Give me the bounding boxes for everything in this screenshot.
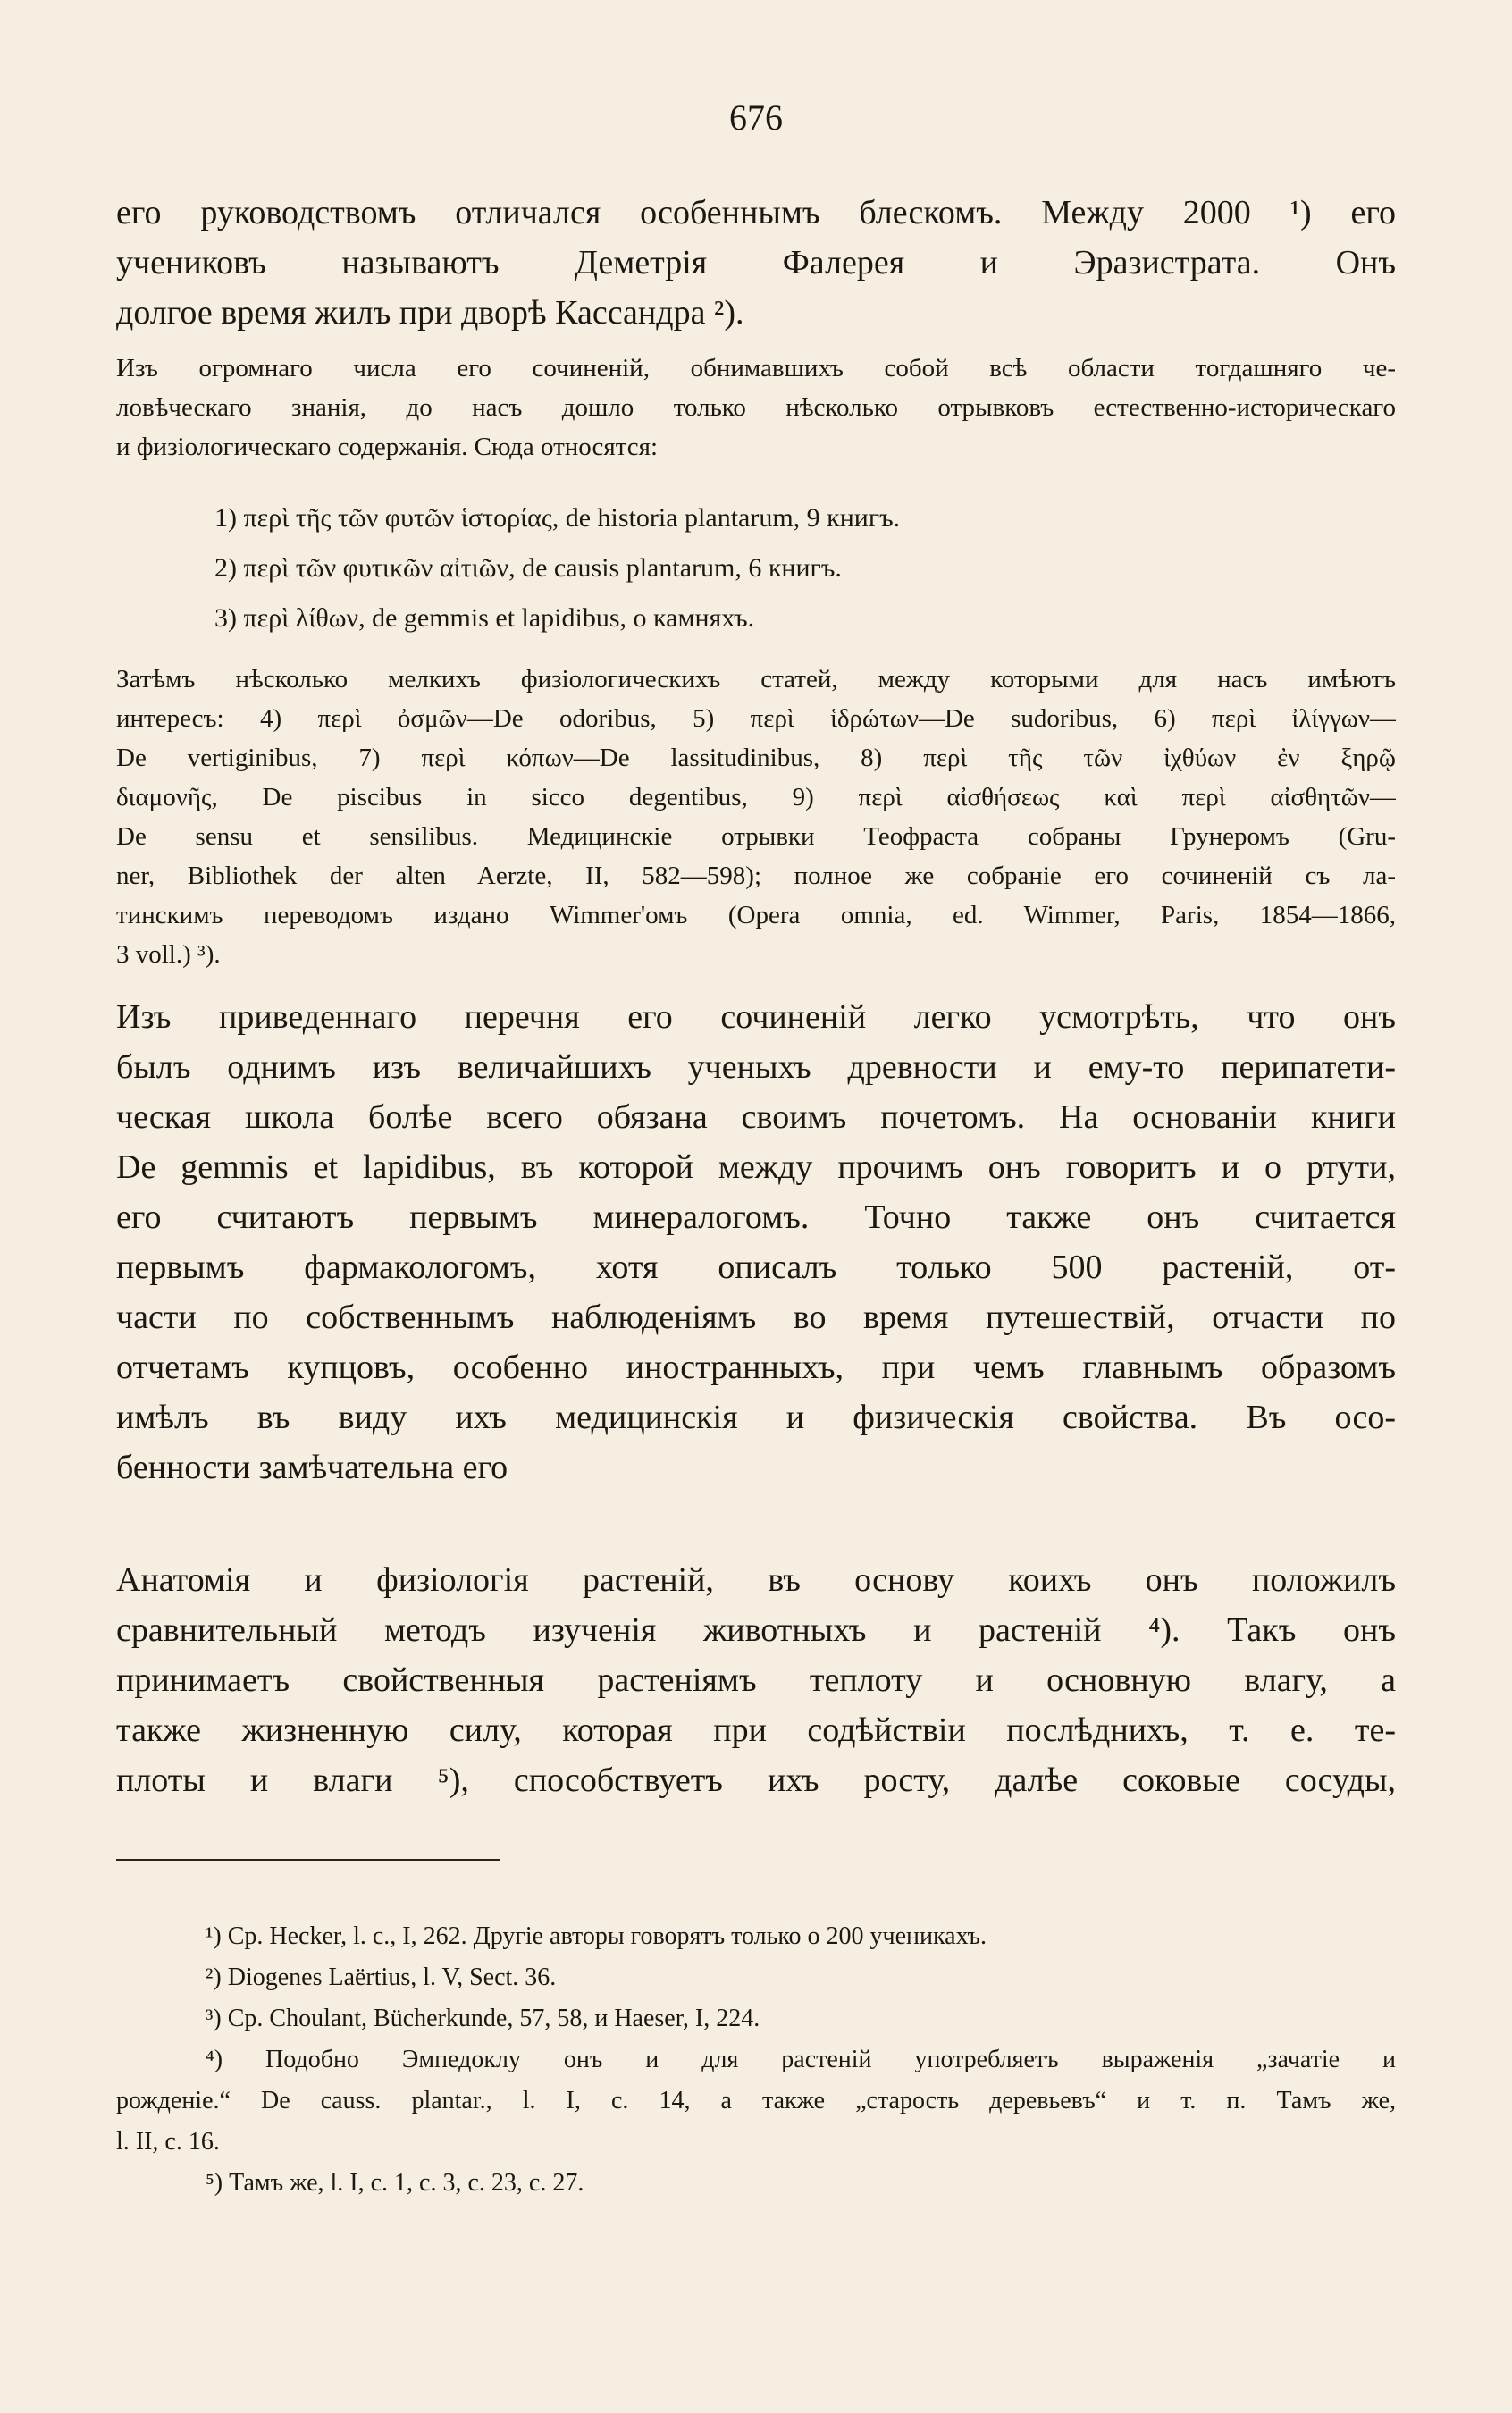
page-number: 676	[729, 97, 783, 138]
text-line: ческая школа болѣе всего обязана своимъ почетомъ. На основаніи книги	[116, 1098, 1396, 1136]
footnote: ⁴) Подобно Эмпедоклу онъ и для растеній употребляетъ выраженія „зачатіе и	[206, 2046, 1396, 2073]
paragraph-1	[116, 188, 1396, 338]
text-line: Затѣмъ нѣсколько мелкихъ физіологическихъ статей, между которыми для насъ имѣютъ	[116, 665, 1396, 694]
text-line: части по собственнымъ наблюденіямъ во время путешествій, отчасти по	[116, 1299, 1396, 1336]
text-line: сравнительный методъ изученія животныхъ и растеній ⁴). Такъ онъ	[116, 1611, 1396, 1649]
text-line: бенности замѣчательна его	[116, 1449, 508, 1486]
works-intro	[116, 349, 1396, 467]
text-line: учениковъ называютъ Деметрія Фалерея и Эразистрата. Онъ	[116, 244, 1396, 282]
work-item: 2) περὶ τῶν φυτικῶν αἰτιῶν, de causis plantarum, 6 книгъ.	[214, 553, 842, 583]
text-line: интересъ: 4) περὶ ὀσμῶν—De odoribus, 5) περὶ ἱδρώτων—De sudoribus, 6) περὶ ἰλίγγων—	[116, 704, 1396, 733]
works-additional	[116, 660, 1396, 974]
work-item: 1) περὶ τῆς τῶν φυτῶν ἱστορίας, de historia plantarum, 9 книгъ.	[214, 503, 901, 533]
works-list	[116, 493, 1396, 643]
text-line: 3 voll.) ³).	[116, 940, 221, 969]
footnotes	[116, 1916, 1396, 2204]
text-line: De gemmis et lapidibus, въ которой между прочимъ онъ говоритъ и о ртути,	[116, 1148, 1396, 1186]
text-line: былъ однимъ изъ величайшихъ ученыхъ древности и ему-то перипатети-	[116, 1048, 1396, 1086]
footnote-rule	[116, 1859, 500, 1861]
footnote: ¹) Ср. Hecker, l. c., I, 262. Другіе авторы говорятъ только о 200 ученикахъ.	[206, 1922, 987, 1950]
work-item: 3) περὶ λίθων, de gemmis et lapidibus, о камняхъ.	[214, 603, 755, 633]
text-line: De sensu et sensilibus. Медицинскіе отрывки Теофраста собраны Грунеромъ (Gru-	[116, 822, 1396, 851]
text-line: тинскимъ переводомъ издано Wimmer'омъ (Opera omnia, ed. Wimmer, Paris, 1854—1866,	[116, 901, 1396, 929]
text-line: имѣлъ въ виду ихъ медицинскія и физическія свойства. Въ осо-	[116, 1399, 1396, 1436]
text-line: Изъ приведеннаго перечня его сочиненій легко усмотрѣть, что онъ	[116, 998, 1396, 1036]
text-line: его считаютъ первымъ минералогомъ. Точно также онъ считается	[116, 1198, 1396, 1236]
paragraph-3	[116, 1555, 1396, 1805]
footnote-continuation: l. II, c. 16.	[116, 2128, 220, 2156]
footnote: ²) Diogenes Laërtius, l. V, Sect. 36.	[206, 1963, 557, 1991]
text-line: ner, Bibliothek der alten Aerzte, II, 582—598); полное же собраніе его сочиненій съ ла-	[116, 862, 1396, 890]
text-line: первымъ фармакологомъ, хотя описалъ только 500 растеній, от-	[116, 1249, 1396, 1286]
text-line: De vertiginibus, 7) περὶ κόπων—De lassitudinibus, 8) περὶ τῆς τῶν ἰχθύων ἐν ξηρῷ	[116, 744, 1396, 772]
text-line: Анатомія и физіологія растеній, въ основу коихъ онъ положилъ	[116, 1561, 1396, 1599]
text-line: его руководствомъ отличался особеннымъ блескомъ. Между 2000 ¹) его	[116, 194, 1396, 231]
text-line: долгое время жилъ при дворѣ Кассандра ²).	[116, 294, 744, 332]
text-line: также жизненную силу, которая при содѣйствіи послѣднихъ, т. е. те-	[116, 1711, 1396, 1749]
text-line: ловѣческаго знанія, до насъ дошло только нѣсколько отрывковъ естественно-историческаго	[116, 393, 1396, 422]
text-line: плоты и влаги ⁵), способствуетъ ихъ росту, далѣе соковые сосуды,	[116, 1761, 1396, 1799]
paragraph-2	[116, 992, 1396, 1492]
footnote-continuation: рожденіе.“ De causs. plantar., l. I, c. 14, а также „старость деревьевъ“ и т. п. Тамъ же,	[116, 2087, 1396, 2115]
text-line: принимаетъ свойственныя растеніямъ теплоту и основную влагу, а	[116, 1661, 1396, 1699]
text-line: отчетамъ купцовъ, особенно иностранныхъ, при чемъ главнымъ образомъ	[116, 1349, 1396, 1386]
text-line: διαμονῆς, De piscibus in sicco degentibus, 9) περὶ αἰσθήσεως καὶ περὶ αἰσθητῶν—	[116, 783, 1396, 811]
text-line: Изъ огромнаго числа его сочиненій, обнимавшихъ собой всѣ области тогдашняго че-	[116, 354, 1396, 383]
footnote: ⁵) Тамъ же, l. I, c. 1, c. 3, c. 23, c. 27.	[206, 2169, 584, 2197]
text-line: и физіологическаго содержанія. Сюда относятся:	[116, 433, 659, 461]
footnote: ³) Ср. Choulant, Bücherkunde, 57, 58, и Haeser, I, 224.	[206, 2005, 760, 2032]
